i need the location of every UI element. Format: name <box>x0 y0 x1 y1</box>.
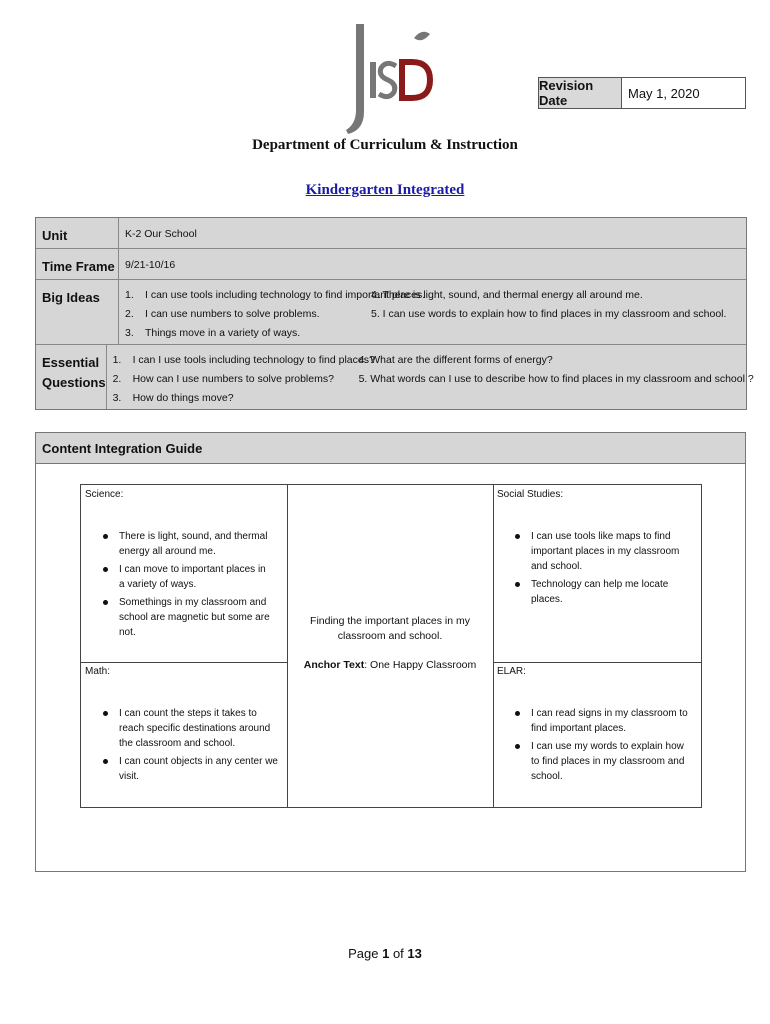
social-studies-item: I can use tools like maps to find important places in my classroom and school. <box>513 529 693 574</box>
social-studies-item: Technology can help me locate places. <box>513 577 693 607</box>
big-ideas-label: Big Ideas <box>36 280 119 344</box>
anchor-text: Anchor Text: One Happy Classroom <box>303 659 477 671</box>
course-title[interactable]: Kindergarten Integrated <box>305 182 465 198</box>
essential-question-item: 2. How can I use numbers to solve problems? <box>112 373 334 385</box>
revision-date-value: May 1, 2020 <box>628 85 700 101</box>
central-theme <box>287 614 493 673</box>
science-item: I can move to important places in a variety of ways. <box>101 562 271 592</box>
timeframe-value: 9/21-10/16 <box>125 259 176 271</box>
unit-value: K-2 Our School <box>125 228 197 240</box>
timeframe-row <box>36 249 746 280</box>
essential-questions-row <box>36 345 754 409</box>
essential-question-item: 1. I can I use tools including technology to find places? <box>112 354 375 366</box>
math-item: I can count objects in any center we visit. <box>101 754 281 784</box>
essential-question-item: 5. What words can I use to describe how to find places in my classroom and school ? <box>358 373 754 385</box>
big-idea-item: 1. I can use tools including technology to find important places. <box>125 289 426 301</box>
unit-info-table <box>35 217 754 410</box>
unit-label: Unit <box>36 218 119 248</box>
science-cell <box>81 485 287 662</box>
math-item: I can count the steps it takes to reach specific destinations around the classroom and school. <box>101 706 281 751</box>
revision-date-label: Revision Date <box>539 78 622 108</box>
timeframe-label: Time Frame <box>36 249 119 279</box>
content-integration-guide-title: Content Integration Guide <box>36 433 745 464</box>
essential-question-item: 4. What are the different forms of energy? <box>358 354 553 366</box>
essential-questions-label: Essential Questions <box>36 345 107 409</box>
central-theme-text: Finding the important places in my classroom and school. <box>310 615 470 642</box>
elar-item: I can read signs in my classroom to find important places. <box>513 706 693 736</box>
elar-item: I can use my words to explain how to find places in my classroom and school. <box>513 739 693 784</box>
big-idea-item: 5. I can use words to explain how to find places in my classroom and school. <box>371 308 727 320</box>
big-idea-item: 3. Things move in a variety of ways. <box>125 327 301 339</box>
integration-grid <box>80 484 702 808</box>
science-item: There is light, sound, and thermal energy all around me. <box>101 529 271 559</box>
big-idea-item: 2. I can use numbers to solve problems. <box>125 308 320 320</box>
revision-date-box <box>538 77 746 109</box>
social-studies-cell <box>493 485 701 662</box>
social-studies-label: Social Studies: <box>497 489 564 500</box>
elar-label: ELAR: <box>497 666 526 677</box>
math-cell <box>81 662 287 807</box>
math-label: Math: <box>85 666 111 677</box>
page-number: Page 1 of 13 <box>348 946 422 961</box>
content-integration-guide <box>35 432 746 872</box>
science-label: Science: <box>85 489 124 500</box>
essential-question-item: 3. How do things move? <box>112 392 234 404</box>
big-ideas-row <box>36 280 746 345</box>
elar-cell <box>493 662 701 807</box>
unit-row <box>36 218 746 249</box>
jisd-logo <box>334 22 434 137</box>
science-item: Somethings in my classroom and school are magnetic but some are not. <box>101 595 271 640</box>
department-title: Department of Curriculum & Instruction <box>252 137 518 153</box>
big-idea-item: 4. There is light, sound, and thermal energy all around me. <box>371 289 643 301</box>
